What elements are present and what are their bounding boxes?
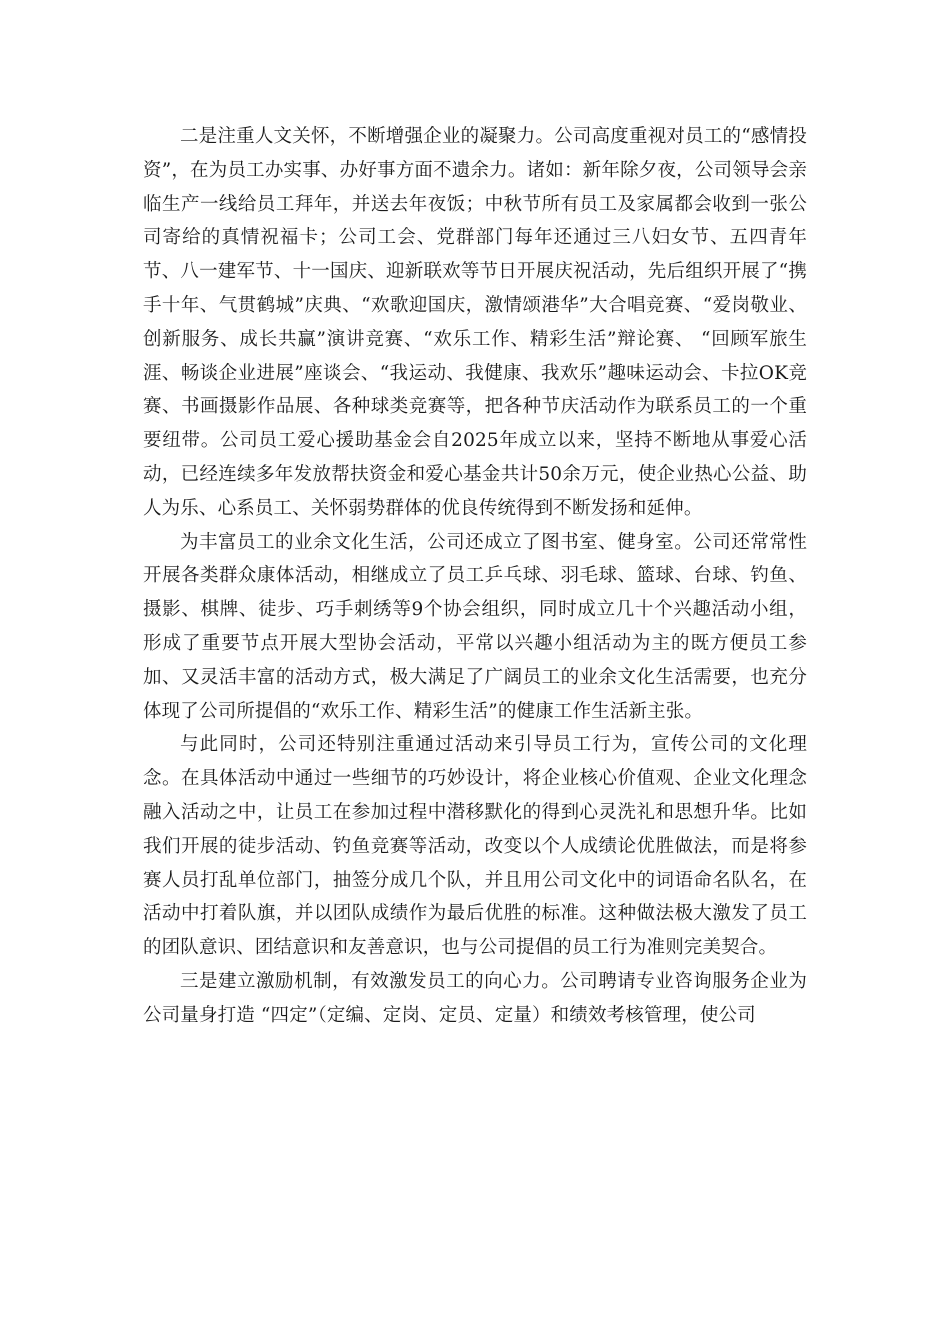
paragraph-activity-guidance: 与此同时，公司还特别注重通过活动来引导员工行为，宣传公司的文化理念。在具体活动中通过一些细节的巧妙设计，将企业核心价值观、企业文化理念融入活动之中，让员工在参加过程中潜移默化的得到心灵洗礼和思想升华。比如我们开展的徒步活动、钓鱼竞赛等活动，改变以个人成绩论优胜做法，而是将参赛人员打乱单位部门，抽签分成几个队，并且用公司文化中的词语命名队名，在活动中打着队旗，并以团队成绩作为最后优胜的标准。这种做法极大激发了员工的团队意识、团结意识和友善意识，也与公司提倡的员工行为准则完美契合。 bbox=[143, 734, 807, 959]
document-body bbox=[143, 120, 807, 1033]
paragraph-cultural-life: 为丰富员工的业余文化生活，公司还成立了图书室、健身室。公司还常常性开展各类群众康体活动，相继成立了员工乒乓球、羽毛球、篮球、台球、钓鱼、摄影、棋牌、徒步、巧手刺绣等9个协会组织，同时成立几十个兴趣活动小组，形成了重要节点开展大型协会活动，平常以兴趣小组活动为主的既方便员工参加、又灵活丰富的活动方式，极大满足了广阔员工的业余文化生活需要，也充分体现了公司所提倡的“欢乐工作、精彩生活”的健康工作生活新主张。 bbox=[143, 531, 807, 722]
paragraph-humanistic-care: 二是注重人文关怀，不断增强企业的凝聚力。公司高度重视对员工的“感情投资”，在为员工办实事、办好事方面不遗余力。诸如：新年除夕夜，公司领导会亲临生产一线给员工拜年，并送去年夜饭；中秋节所有员工及家属都会收到一张公司寄给的真情祝福卡；公司工会、党群部门每年还通过三八妇女节、五四青年节、八一建军节、十一国庆、迎新联欢等节日开展庆祝活动，先后组织开展了“携手十年、气贯鹤城”庆典、“欢歌迎国庆，激情颂港华”大合唱竞赛、“爱岗敬业、创新服务、成长共赢”演讲竞赛、“欢乐工作、精彩生活”辩论赛、 “回顾军旅生涯、畅谈企业进展”座谈会、“我运动、我健康、我欢乐”趣味运动会、卡拉OK竞赛、书画摄影作品展、各种球类竞赛等，把各种节庆活动作为联系员工的一个重要纽带。公司员工爱心援助基金会自2025年成立以来，坚持不断地从事爱心活动，已经连续多年发放帮扶资金和爱心基金共计50余万元，使企业热心公益、助人为乐、心系员工、关怀弱势群体的优良传统得到不断发扬和延伸。 bbox=[143, 126, 807, 519]
paragraph-incentive-mechanism: 三是建立激励机制，有效激发员工的向心力。公司聘请专业咨询服务企业为公司量身打造 “四定”（定编、定岗、定员、定量）和绩效考核管理，使公司 bbox=[143, 970, 807, 1026]
